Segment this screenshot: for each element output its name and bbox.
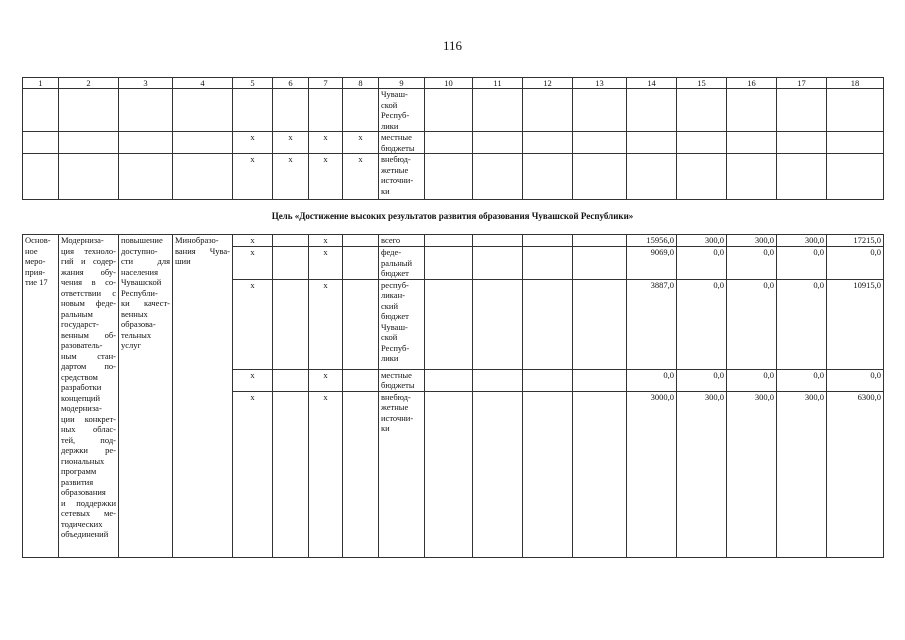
column-number: 6 [273, 78, 309, 89]
table-cell: 17215,0 [827, 235, 884, 247]
table-cell [523, 391, 573, 557]
table-cell: внебюд- жетные источни- ки [379, 154, 425, 200]
table-cell: х [233, 279, 273, 369]
column-number: 12 [523, 78, 573, 89]
page-number: 116 [442, 38, 463, 53]
table-cell: 0,0 [627, 369, 677, 391]
table-cell: х [309, 132, 343, 154]
column-number: 10 [425, 78, 473, 89]
table-cell [273, 235, 309, 247]
table-cell [727, 132, 777, 154]
table-cell [573, 369, 627, 391]
table-cell [473, 279, 523, 369]
funding-source-cell: респуб- ликан- ский бюджет Чуваш- ской Респуб- лики [379, 279, 425, 369]
table-cell [523, 235, 573, 247]
table-cell [573, 391, 627, 557]
table-cell [119, 89, 173, 132]
table-cell [273, 89, 309, 132]
table-cell [473, 89, 523, 132]
table-cell [119, 154, 173, 200]
table-cell [23, 132, 59, 154]
table-cell [573, 154, 627, 200]
table-cell: 0,0 [727, 247, 777, 280]
table-cell: х [273, 154, 309, 200]
table-cell [173, 154, 233, 200]
funding-source-cell: внебюд- жетные источни- ки [379, 391, 425, 557]
table-cell: х [233, 369, 273, 391]
table-cell: х [233, 132, 273, 154]
table-cell [425, 369, 473, 391]
column-number: 14 [627, 78, 677, 89]
table-cell [573, 89, 627, 132]
column-number: 11 [473, 78, 523, 89]
column-number: 17 [777, 78, 827, 89]
table-cell [473, 247, 523, 280]
table-cell: 10915,0 [827, 279, 884, 369]
event-goal-cell: повышение доступно- сти для населения Чувашской Республи- ки качест- венных образова- тельных услуг [119, 235, 173, 558]
table-cell [523, 132, 573, 154]
event-executor-cell: Минобразо- вания Чува- шии [173, 235, 233, 558]
table-cell [473, 391, 523, 557]
table-cell: 300,0 [727, 391, 777, 557]
column-number: 13 [573, 78, 627, 89]
event-table [22, 234, 884, 558]
table-cell: Чуваш- ской Респуб- лики [379, 89, 425, 132]
table-cell [59, 89, 119, 132]
table-cell [523, 89, 573, 132]
table-cell: х [309, 391, 343, 557]
table-cell [59, 132, 119, 154]
table-cell: 0,0 [727, 369, 777, 391]
table-cell: местные бюджеты [379, 132, 425, 154]
column-number: 16 [727, 78, 777, 89]
table-bottom-border [22, 557, 883, 558]
table-cell: 15956,0 [627, 235, 677, 247]
table-cell [827, 132, 884, 154]
column-number: 4 [173, 78, 233, 89]
table-cell [473, 369, 523, 391]
table-cell [273, 247, 309, 280]
table-cell [23, 154, 59, 200]
table-cell: 0,0 [777, 247, 827, 280]
table-cell: х [309, 235, 343, 247]
table-cell: 300,0 [677, 391, 727, 557]
table-cell [343, 235, 379, 247]
table-cell: х [233, 391, 273, 557]
column-number: 2 [59, 78, 119, 89]
column-number: 1 [23, 78, 59, 89]
table-cell [343, 247, 379, 280]
goal-title: Цель «Достижение высоких результатов развития образования Чувашской Республики» [271, 211, 634, 221]
table-cell [777, 132, 827, 154]
table-cell [523, 279, 573, 369]
column-number: 7 [309, 78, 343, 89]
table-cell [425, 235, 473, 247]
column-number: 3 [119, 78, 173, 89]
table-cell [727, 154, 777, 200]
funding-source-cell: феде- ральный бюджет [379, 247, 425, 280]
event-code-cell: Основ- ное меро- прия- тие 17 [23, 235, 59, 558]
table-cell: х [309, 369, 343, 391]
table-cell [425, 247, 473, 280]
table-cell [343, 391, 379, 557]
table-cell: х [233, 235, 273, 247]
table-cell [425, 132, 473, 154]
table-cell [523, 154, 573, 200]
table-cell [473, 235, 523, 247]
table-cell: 3000,0 [627, 391, 677, 557]
table-cell [727, 89, 777, 132]
table-cell [425, 154, 473, 200]
table-cell [233, 89, 273, 132]
table-cell: 3887,0 [627, 279, 677, 369]
table-cell: х [233, 154, 273, 200]
table-cell [523, 369, 573, 391]
table-cell [827, 89, 884, 132]
table-cell [343, 279, 379, 369]
table-cell: 0,0 [677, 247, 727, 280]
table-cell [677, 89, 727, 132]
column-number: 5 [233, 78, 273, 89]
table-cell: х [233, 247, 273, 280]
table-cell: х [273, 132, 309, 154]
table-cell: 300,0 [677, 235, 727, 247]
funding-source-cell: всего [379, 235, 425, 247]
table-row [23, 89, 884, 132]
table-cell: х [343, 132, 379, 154]
table-row [23, 154, 884, 200]
table-cell: 9069,0 [627, 247, 677, 280]
table-cell [573, 235, 627, 247]
table-cell: 0,0 [727, 279, 777, 369]
table-cell [473, 154, 523, 200]
table-cell: 300,0 [727, 235, 777, 247]
table-cell: 0,0 [677, 369, 727, 391]
table-cell [573, 132, 627, 154]
table-cell [473, 132, 523, 154]
table-cell [119, 132, 173, 154]
table-cell [343, 369, 379, 391]
column-number: 8 [343, 78, 379, 89]
table-cell: х [309, 154, 343, 200]
table-cell: 300,0 [777, 391, 827, 557]
table-cell: х [309, 247, 343, 280]
table-row [23, 235, 884, 247]
table-cell: 0,0 [827, 369, 884, 391]
table-cell [627, 154, 677, 200]
table-cell: 0,0 [677, 279, 727, 369]
table-cell [677, 154, 727, 200]
table-cell: 0,0 [777, 369, 827, 391]
table-cell [173, 132, 233, 154]
table-cell [627, 132, 677, 154]
table-cell [827, 154, 884, 200]
table-cell: 6300,0 [827, 391, 884, 557]
column-number: 9 [379, 78, 425, 89]
event-name-cell: Модерниза- ция техноло- гий и содер- жания обу- чения в со- ответствии с новым феде- ральным государст- венным об- разователь- ным стан- дартом по- средством разработки концепций модерниза- ции конкрет- ных облас- тей, под- держки ре- гиональных программ развития образования и поддержки сетевых ме- тодических объединений [59, 235, 119, 558]
table-cell [273, 279, 309, 369]
table-cell [59, 154, 119, 200]
table-cell [777, 154, 827, 200]
table-cell: х [343, 154, 379, 200]
table-cell [343, 89, 379, 132]
funding-source-cell: местные бюджеты [379, 369, 425, 391]
table-cell [425, 391, 473, 557]
table-cell: 0,0 [777, 279, 827, 369]
table-cell [523, 247, 573, 280]
column-number: 15 [677, 78, 727, 89]
table-cell [573, 247, 627, 280]
table-cell: 0,0 [827, 247, 884, 280]
table-row [23, 132, 884, 154]
table-cell [777, 89, 827, 132]
table-cell [273, 369, 309, 391]
table-cell: х [309, 279, 343, 369]
column-number-row [23, 78, 884, 89]
table-cell [23, 89, 59, 132]
table-cell [273, 391, 309, 557]
table-cell [573, 279, 627, 369]
top-table [22, 77, 884, 200]
table-cell [309, 89, 343, 132]
table-cell [425, 279, 473, 369]
table-cell [677, 132, 727, 154]
table-cell [425, 89, 473, 132]
table-cell [173, 89, 233, 132]
table-cell: 300,0 [777, 235, 827, 247]
column-number: 18 [827, 78, 884, 89]
table-cell [627, 89, 677, 132]
